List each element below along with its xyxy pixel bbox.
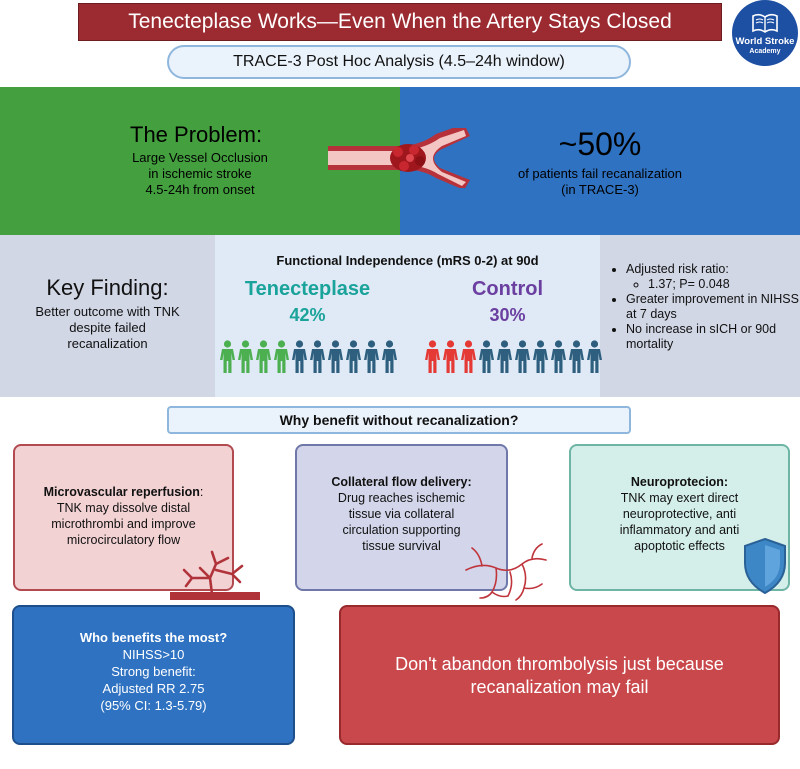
- analysis-subtitle: TRACE-3 Post Hoc Analysis (4.5–24h window): [167, 45, 631, 79]
- finding-item: • Greater improvement in NIHSS at 7 days: [626, 292, 800, 322]
- person-icon: [381, 340, 398, 374]
- tenecteplase-label: Tenecteplase: [244, 278, 371, 300]
- person-icon: [496, 340, 513, 374]
- message-line: recanalization may fail: [470, 677, 649, 697]
- mechanism-line: circulation supporting: [342, 523, 461, 537]
- mechanism-line: microcirculatory flow: [66, 533, 181, 547]
- person-icon: [550, 340, 567, 374]
- control-label: Control: [471, 278, 544, 300]
- finding-subitem: ◦ 1.37; P= 0.048: [648, 277, 800, 292]
- page-title: Tenecteplase Works—Even When the Artery Stays Closed: [78, 3, 722, 41]
- person-icon: [327, 340, 344, 374]
- problem-description: [90, 150, 310, 198]
- problem-line: Large Vessel Occlusion: [132, 150, 268, 165]
- tenecteplase-people-icons: [219, 340, 398, 374]
- benefit-line: NIHSS>10: [122, 647, 185, 662]
- key-finding-description: [10, 304, 205, 352]
- finding-item: [626, 262, 800, 292]
- benefit-line: Strong benefit:: [111, 664, 196, 679]
- finding-item: • No increase in sICH or 90d mortality: [626, 322, 800, 352]
- mechanism-line: Drug reaches ischemic: [337, 491, 466, 505]
- person-icon: [478, 340, 495, 374]
- secondary-findings-list: [600, 262, 800, 352]
- book-icon: [751, 12, 779, 34]
- person-icon: [291, 340, 308, 374]
- mechanism-line: TNK may exert direct: [620, 491, 739, 505]
- failure-line: (in TRACE-3): [561, 182, 639, 197]
- key-finding-heading: Key Finding:: [46, 275, 169, 300]
- mechanism-line: inflammatory and anti: [619, 523, 740, 537]
- mechanism-line: tissue survival: [362, 539, 441, 553]
- control-percentage: 30%: [489, 305, 526, 325]
- key-finding-line: recanalization: [67, 336, 148, 351]
- mechanism-title: [577, 474, 782, 490]
- mechanism-title: [21, 484, 226, 500]
- person-icon: [237, 340, 254, 374]
- person-icon: [345, 340, 362, 374]
- why-heading: Why benefit without recanalization?: [167, 406, 631, 434]
- person-icon: [255, 340, 272, 374]
- person-icon: [273, 340, 290, 374]
- failure-percentage: ~50%: [558, 126, 642, 162]
- failure-line: of patients fail recanalization: [517, 166, 683, 181]
- who-benefits-title: Who benefits the most?: [79, 630, 228, 645]
- mechanism-line: tissue via collateral: [348, 507, 455, 521]
- collateral-vessels-icon: [462, 540, 550, 602]
- microvessel-icon: [170, 548, 260, 602]
- person-icon: [363, 340, 380, 374]
- world-stroke-academy-logo: [732, 0, 798, 66]
- logo-name: World Stroke: [735, 36, 795, 47]
- benefit-line: (95% CI: 1.3-5.79): [100, 698, 207, 713]
- shield-icon: [742, 537, 788, 595]
- problem-heading: The Problem:: [130, 122, 263, 147]
- tenecteplase-percentage: 42%: [289, 305, 326, 325]
- outcome-title: Functional Independence (mRS 0-2) at 90d: [276, 253, 539, 268]
- person-icon: [442, 340, 459, 374]
- person-icon: [219, 340, 236, 374]
- collateral-title: Collateral flow delivery:: [331, 475, 472, 489]
- logo-subname: Academy: [749, 48, 781, 55]
- person-icon: [532, 340, 549, 374]
- who-benefits-card: [12, 605, 295, 745]
- message-line: Don't abandon thrombolysis just because: [395, 654, 724, 674]
- failure-description: [400, 166, 800, 198]
- mechanism-line: microthrombi and improve: [51, 517, 196, 531]
- person-icon: [309, 340, 326, 374]
- benefit-line: Adjusted RR 2.75: [102, 681, 205, 696]
- person-icon: [424, 340, 441, 374]
- person-icon: [514, 340, 531, 374]
- control-people-icons: [424, 340, 603, 374]
- person-icon: [460, 340, 477, 374]
- problem-line: in ischemic stroke: [148, 166, 252, 181]
- mechanism-line: apoptotic effects: [634, 539, 725, 553]
- mechanism-title: [303, 474, 500, 490]
- key-finding-line: Better outcome with TNK: [35, 304, 180, 319]
- finding-text: Adjusted risk ratio:: [626, 262, 729, 276]
- mechanism-line: TNK may dissolve distal: [56, 501, 191, 515]
- microvascular-title: Microvascular reperfusion: [43, 485, 200, 499]
- key-finding-line: despite failed: [69, 320, 146, 335]
- problem-line: 4.5-24h from onset: [145, 182, 255, 197]
- person-icon: [568, 340, 585, 374]
- mechanism-line: neuroprotective, anti: [622, 507, 737, 521]
- take-home-message-card: [339, 605, 780, 745]
- title-colon: :: [199, 485, 204, 499]
- neuroprotection-title: Neuroprotecion:: [630, 475, 729, 489]
